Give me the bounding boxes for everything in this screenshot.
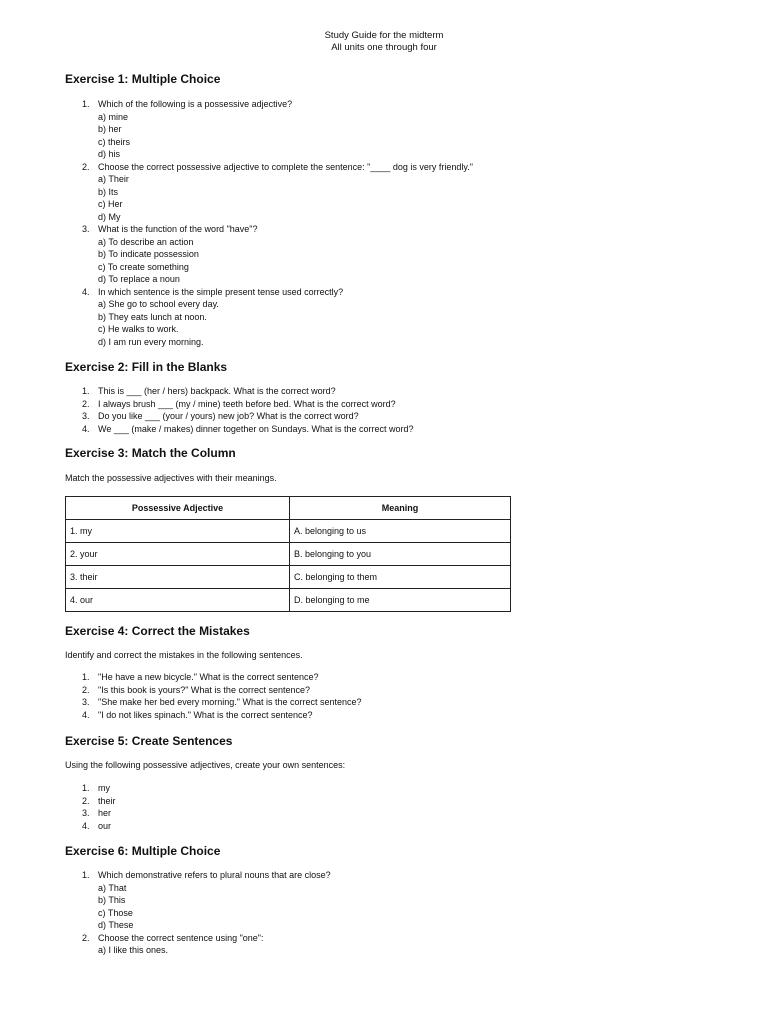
column-header: Meaning <box>290 497 511 520</box>
item-text: "Is this book is yours?" What is the correct sentence? <box>98 684 310 695</box>
answer-option: b) They eats lunch at noon. <box>98 311 207 322</box>
document-subtitle: All units one through four <box>331 42 437 53</box>
list-item <box>82 795 116 807</box>
answer-option: a) I like this ones. <box>98 945 169 955</box>
answer-option: b) This <box>98 895 126 905</box>
answer-option: a) She go to school every day. <box>98 299 219 309</box>
item-text: Do you like ___ (your / yours) new job? What is the correct word? <box>98 411 359 421</box>
item-number: 1. <box>82 99 90 109</box>
list-item <box>82 869 331 881</box>
list-item <box>82 410 359 422</box>
table-cell: B. belonging to you <box>290 543 511 566</box>
answer-option: c) To create something <box>98 261 189 272</box>
list-item <box>82 684 310 696</box>
answer-option: a) To describe an action <box>98 236 194 247</box>
list-item <box>82 696 362 708</box>
item-text: This is ___ (her / hers) backpack. What is the correct word? <box>98 386 336 396</box>
item-text: We ___ (make / makes) dinner together on Sundays. What is the correct word? <box>98 423 414 434</box>
item-text: our <box>98 820 112 831</box>
table-row <box>66 520 511 543</box>
item-number: 3. <box>82 411 90 421</box>
list-item <box>82 782 110 794</box>
item-number: 2. <box>82 795 90 806</box>
answer-option: b) her <box>98 124 122 134</box>
exercise-5-heading: Exercise 5: Create Sentences <box>65 734 233 748</box>
list-item <box>82 423 413 435</box>
item-text: Choose the correct sentence using "one": <box>98 932 264 943</box>
item-number: 2. <box>82 932 90 943</box>
item-text: their <box>98 795 116 806</box>
list-item <box>82 161 473 173</box>
answer-option: c) Those <box>98 907 133 918</box>
item-number: 3. <box>82 697 90 707</box>
answer-option: d) My <box>98 211 121 222</box>
table-cell: 4. our <box>66 589 290 612</box>
item-number: 2. <box>82 398 90 409</box>
list-item <box>82 398 396 410</box>
list-item <box>82 807 111 819</box>
item-number: 1. <box>82 870 90 880</box>
table-cell: C. belonging to them <box>290 566 511 589</box>
exercise-4-heading: Exercise 4: Correct the Mistakes <box>65 624 250 638</box>
item-number: 3. <box>82 808 90 818</box>
item-number: 4. <box>82 820 90 831</box>
answer-option: a) That <box>98 882 127 893</box>
list-item <box>82 385 336 397</box>
item-number: 1. <box>82 386 90 396</box>
answer-option: a) Their <box>98 174 129 184</box>
document-title: Study Guide for the midterm <box>324 30 444 41</box>
item-number: 3. <box>82 224 90 234</box>
item-text: What is the function of the word "have"? <box>98 224 258 234</box>
item-text: Which demonstrative refers to plural nouns that are close? <box>98 870 331 880</box>
answer-option: d) his <box>98 149 121 159</box>
item-text: "He have a new bicycle." What is the correct sentence? <box>98 672 319 682</box>
list-item <box>82 709 313 721</box>
item-text: Choose the correct possessive adjective to complete the sentence: "____ dog is very friendly." <box>98 161 473 172</box>
exercise-3-heading: Exercise 3: Match the Column <box>65 446 236 460</box>
list-item <box>82 671 319 683</box>
exercise-4-instructions: Identify and correct the mistakes in the following sentences. <box>65 650 303 660</box>
list-item <box>82 223 257 235</box>
list-item <box>82 286 343 298</box>
item-number: 2. <box>82 161 90 172</box>
table-row <box>66 589 511 612</box>
exercise-3-instructions: Match the possessive adjectives with their meanings. <box>65 473 277 483</box>
exercise-2-heading: Exercise 2: Fill in the Blanks <box>65 360 228 374</box>
item-number: 2. <box>82 684 90 695</box>
exercise-5-instructions: Using the following possessive adjectives, create your own sentences: <box>65 760 346 770</box>
column-header: Possessive Adjective <box>66 497 290 520</box>
list-item <box>82 932 264 944</box>
item-number: 1. <box>82 672 90 682</box>
item-text: my <box>98 783 110 793</box>
item-text: "I do not likes spinach." What is the correct sentence? <box>98 709 313 720</box>
list-item <box>82 820 111 832</box>
list-item <box>82 98 292 110</box>
item-number: 4. <box>82 709 90 720</box>
item-text: "She make her bed every morning." What is the correct sentence? <box>98 697 362 707</box>
table-cell: 1. my <box>66 520 290 543</box>
table-cell: A. belonging to us <box>290 520 511 543</box>
item-number: 1. <box>82 783 90 793</box>
table-row <box>66 543 511 566</box>
table-cell: 3. their <box>66 566 290 589</box>
exercise-6-heading: Exercise 6: Multiple Choice <box>65 844 221 858</box>
answer-option: a) mine <box>98 111 129 122</box>
answer-option: b) To indicate possession <box>98 249 199 259</box>
table-row <box>66 566 511 589</box>
item-text: In which sentence is the simple present tense used correctly? <box>98 286 344 297</box>
table-header-row <box>66 497 511 520</box>
item-text: her <box>98 808 112 818</box>
exercise-1-heading: Exercise 1: Multiple Choice <box>65 72 221 86</box>
answer-option: d) I am run every morning. <box>98 336 204 347</box>
item-text: I always brush ___ (my / mine) teeth before bed. What is the correct word? <box>98 398 396 409</box>
match-table <box>65 496 511 612</box>
answer-option: b) Its <box>98 186 119 197</box>
table-cell: D. belonging to me <box>290 589 511 612</box>
answer-option: c) theirs <box>98 136 131 147</box>
item-number: 4. <box>82 423 90 434</box>
table-cell: 2. your <box>66 543 290 566</box>
item-text: Which of the following is a possessive adjective? <box>98 99 293 109</box>
answer-option: d) To replace a noun <box>98 274 180 284</box>
answer-option: c) Her <box>98 199 123 209</box>
answer-option: d) These <box>98 920 134 930</box>
item-number: 4. <box>82 286 90 297</box>
answer-option: c) He walks to work. <box>98 324 179 334</box>
